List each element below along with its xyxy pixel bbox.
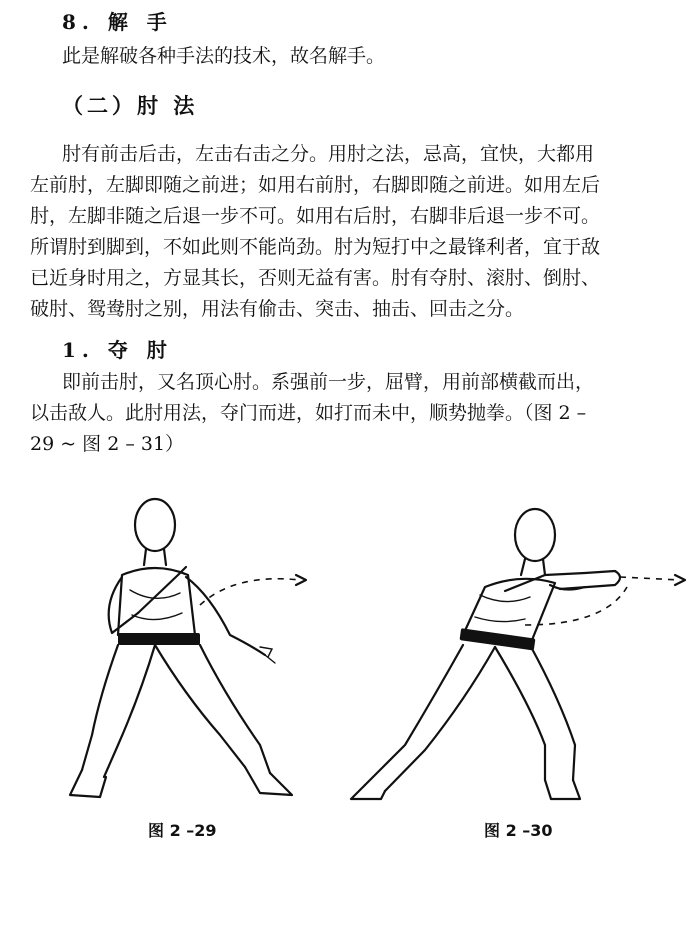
figure-2-29-illustration (60, 495, 320, 810)
paragraph-line: 肘，左脚非随之后退一步不可。如用右后肘，右脚非后退一步不可。 (30, 205, 601, 227)
paragraph-line: 已近身时用之，方显其长，否则无益有害。肘有夺肘、滚肘、倒肘、 (30, 267, 601, 289)
paragraph-line: 即前击肘，又名顶心肘。系强前一步，屈臂，用前部横截而出， (62, 371, 595, 393)
section-8-heading: 8. 解 手 (62, 10, 173, 34)
paragraph-line: 破肘、鸳鸯肘之别，用法有偷击、突击、抽击、回击之分。 (30, 298, 525, 320)
paragraph-line: 以击敌人。此肘用法，夺门而进，如打而未中，顺势抛拳。（图 2 – (30, 402, 587, 424)
figure-2-29-caption: 图 2 –29 (148, 821, 217, 840)
paragraph-line: 所谓肘到脚到，不如此则不能尚劲。肘为短打中之最锋利者，宜于敌 (30, 236, 601, 258)
paragraph-line: 左前肘，左脚即随之前进；如用右前肘，右脚即随之前进。如用左后 (30, 174, 601, 196)
subsection-1-heading: 1. 夺 肘 (62, 338, 173, 362)
paragraph-line: 29 ~ 图 2 – 31） (30, 433, 185, 455)
section-8-body: 此是解破各种手法的技术，故名解手。 (62, 45, 386, 67)
figure-2-30-illustration (345, 495, 690, 810)
figure-2-30-caption: 图 2 –30 (484, 821, 553, 840)
section-2-heading: （二）肘 法 (62, 93, 199, 118)
paragraph-line: 肘有前击后击，左击右击之分。用肘之法，忌高，宜快，大都用 (62, 143, 595, 165)
